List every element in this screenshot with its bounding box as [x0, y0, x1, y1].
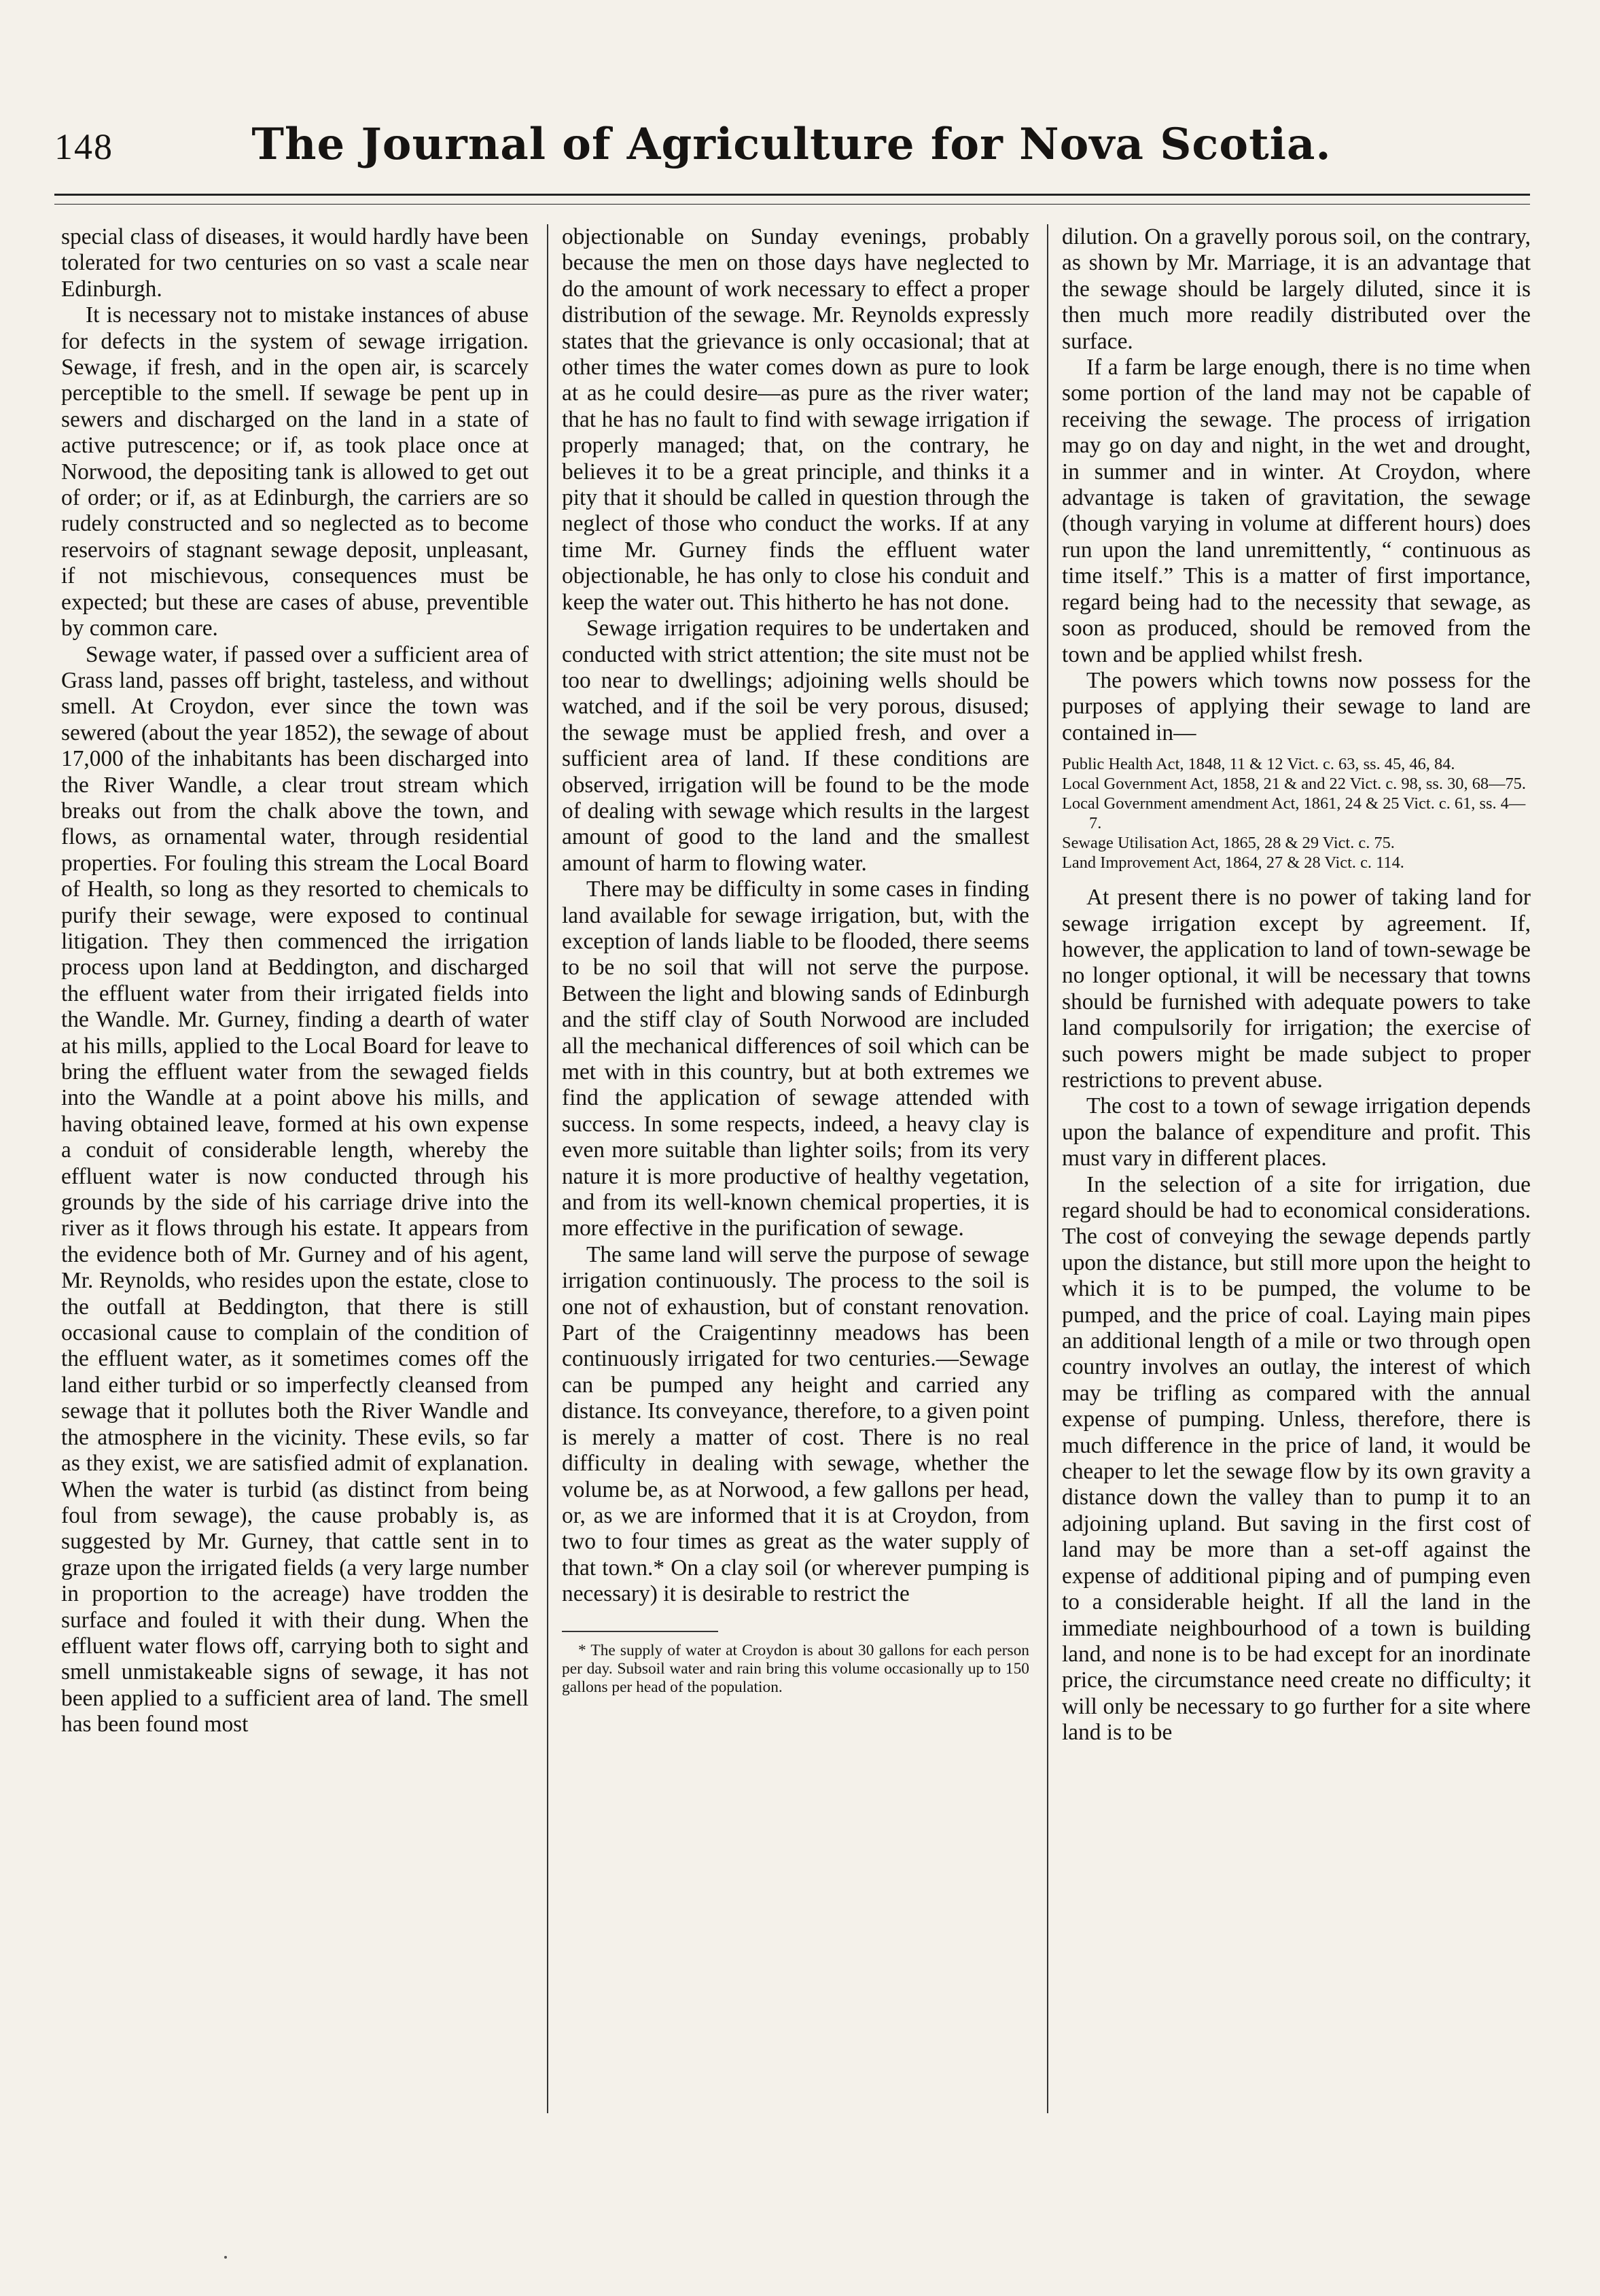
act-citation: Land Improvement Act, 1864, 27 & 28 Vict. c. 114.	[1062, 853, 1404, 872]
paragraph: The powers which towns now possess for the purposes of applying their sewage to land are contained in—	[1062, 667, 1531, 745]
footnote: * The supply of water at Croydon is about 30 gallons for each person per day. Subsoil water and rain bring this volume occasionally up to 150 gallons per head of the population.	[562, 1641, 1029, 1696]
paragraph: Sewage irrigation requires to be undertaken and conducted with strict attention; the site must not be too near to dwellings; adjoining wells should be watched, and if the soil be very porous, disused; the sewage must be applied fresh, and over a sufficient area of land. If these conditions are observed, irrigation will be found to be the mode of dealing with sewage which results in the largest amount of good to the land and the smallest amount of harm to flowing water.	[562, 616, 1029, 876]
paragraph: The cost to a town of sewage irrigation depends upon the balance of expenditure and profit. This must vary in different places.	[1062, 1093, 1531, 1171]
act-citation: Local Government Act, 1858, 21 & and 22 Vict. c. 98, ss. 30, 68—75.	[1062, 775, 1526, 794]
paragraph: At present there is no power of taking land for sewage irrigation except by agreement. If, however, the application to land of town-sewage be no longer optional, it will be necessary that towns should be furnished with adequate powers to take land compulsorily for irrigation; the exercise of such powers might be made subject to proper restrictions to prevent abuse.	[1062, 885, 1531, 1093]
paragraph: special class of diseases, it would hardly have been tolerated for two centuries on so vast a scale near Edinburgh.	[61, 224, 529, 302]
paragraph: objectionable on Sunday evenings, probably because the men on those days have neglected to do the amount of work necessary to effect a proper distribution of the sewage. Mr. Reynolds expressly states that the grievance is only occasional; that at other times the water comes down as pure to look at as he could desire—as pure as the river water; that he has no fault to find with sewage irrigation if properly managed; that, on the contrary, he believes it to be a great principle, and thinks it a pity that it should be called in question through the neglect of those who conduct the works. If at any time Mr. Gurney finds the effluent water objectionable, he has only to close his conduit and keep the water out. This hitherto he has not done.	[562, 224, 1029, 615]
header-rule	[54, 194, 1530, 196]
page-header	[54, 119, 1529, 194]
header-rule-thin	[54, 204, 1530, 205]
footnote-rule	[562, 1631, 718, 1632]
acts-list	[1062, 754, 1531, 872]
column-1	[61, 224, 529, 2113]
paragraph: There may be difficulty in some cases in finding land available for sewage irrigation, but, with the exception of lands liable to be flooded, there seems to be no soil that will not serve the purpose. Between the light and blowing sands of Edinburgh and the stiff clay of South Norwood are included all the mechanical differences of soil which can be met with in this country, but at both extremes we find the application of sewage attended with success. In some respects, indeed, a heavy clay is even more suitable than lighter soils; from its very nature it is more productive of healthy vegetation, and from its well-known chemical properties, it is more effective in the purification of sewage.	[562, 877, 1029, 1241]
paragraph: In the selection of a site for irrigation, due regard should be had to economical considerations. The cost of conveying the sewage depends partly upon the distance, but still more upon the height to which it is to be pumped, the volume to be pumped, and the price of coal. Laying main pipes an additional length of a mile or two through open country involves an outlay, the interest of which may be trifling as compared with the annual expense of pumping. Unless, therefore, there is much difference in the price of land, it would be cheaper to let the sewage flow by its own gravity a distance down the valley than to pump it to an adjoining upland. But saving in the first cost of land may be more than a set-off against the expense of additional piping and of pumping even to a considerable height. If all the land in the immediate neighbourhood of a town is building land, and none is to be had except for an inordinate price, the circumstance need create no difficulty; it will only be necessary to go further for a site where land is to be	[1062, 1171, 1531, 1746]
paragraph: If a farm be large enough, there is no time when some portion of the land may not be capable of receiving the sewage. The process of irrigation may go on day and night, in the wet and drought, in summer and in winter. At Croydon, where advantage is taken of gravitation, the sewage (though varying in volume at different hours) does run upon the land unremittently, “ continuous as time itself.” This is a matter of first importance, regard being had to the necessity that sewage, as soon as produced, should be removed from the town and be applied whilst fresh.	[1062, 355, 1531, 667]
running-title: The Journal of Agriculture for Nova Scotia.	[251, 119, 1332, 170]
column-3	[1062, 224, 1531, 2113]
paragraph: Sewage water, if passed over a sufficient area of Grass land, passes off bright, tasteless, and without smell. At Croydon, ever since the town was sewered (about the year 1852), the sewage of about 17,000 of the inhabitants has been discharged into the River Wandle, a clear trout stream which breaks out from the chalk above the town, and flows, as ornamental water, through residential properties. For fouling this stream the Local Board of Health, so long as they resorted to chemicals to purify their sewage, were exposed to continual litigation. They then commenced the irrigation process upon land at Beddington, and discharged the effluent water from their irrigated fields into the Wandle. Mr. Gurney, finding a dearth of water at his mills, applied to the Local Board for leave to bring the effluent water from the sewaged fields into the Wandle at a point above his mills, and having obtained leave, formed at his own expense a conduit of considerable length, whereby the effluent water is now conducted through his grounds by the side of his carriage drive into the river as it flows through his estate. It appears from the evidence both of Mr. Gurney and of his agent, Mr. Reynolds, who resides upon the estate, close to the outfall at Beddington, that there is still occasional cause to complain of the condition of the effluent water, as it sometimes comes off the land either turbid or so imperfectly cleansed from sewage that it pollutes both the River Wandle and the atmosphere in the vicinity. These evils, so far as they exist, we are satisfied admit of explanation. When the water is turbid (as distinct from being foul from sewage), the cause probably is, as suggested by Mr. Gurney, that cattle sent in to graze upon the irrigated fields (a very large number in proportion to the acreage) have trodden the surface and fouled it with their dung. When the effluent water flows off, carrying both to sight and smell unmistakeable signs of sewage, it has not been applied to a sufficient area of land. The smell has been found most	[61, 641, 529, 1737]
page-speck	[224, 2256, 227, 2259]
column-divider	[1047, 224, 1048, 2113]
column-divider	[547, 224, 548, 2113]
paragraph: It is necessary not to mistake instances of abuse for defects in the system of sewage irrigation. Sewage, if fresh, and in the open air, is scarcely perceptible to the smell. If sewage be pent up in sewers and discharged on the land in a state of active putrescence; or if, as took place once at Norwood, the depositing tank is allowed to get out of order; or if, as at Edinburgh, the carriers are so rudely constructed and so neglected as to become reservoirs of stagnant sewage deposit, unpleasant, if not mischievous, consequences must be expected; but these are cases of abuse, preventible by common care.	[61, 302, 529, 641]
page-number: 148	[54, 126, 113, 167]
act-citation: Public Health Act, 1848, 11 & 12 Vict. c. 63, ss. 45, 46, 84.	[1062, 755, 1455, 774]
paragraph: dilution. On a gravelly porous soil, on the contrary, as shown by Mr. Marriage, it is an advantage that the sewage should be largely diluted, since it is then much more readily distributed over the surface.	[1062, 224, 1531, 354]
paragraph: The same land will serve the purpose of sewage irrigation continuously. The process to the soil is one not of exhaustion, but of constant renovation. Part of the Craigentinny meadows has been continuously irrigated for two centuries.—Sewage can be pumped any height and carried any distance. Its conveyance, therefore, to a given point is merely a matter of cost. There is no real difficulty in dealing with sewage, whether the volume be, as at Norwood, a few gallons per head, or, as we are informed that it is at Croydon, from two to four times as great as the water supply of that town.* On a clay soil (or wherever pumping is necessary) it is desirable to restrict the	[562, 1241, 1029, 1607]
act-citation: Sewage Utilisation Act, 1865, 28 & 29 Vict. c. 75.	[1062, 834, 1395, 853]
act-citation: Local Government amendment Act, 1861, 24 & 25 Vict. c. 61, ss. 4—7.	[1062, 794, 1526, 833]
column-2	[562, 224, 1029, 2113]
